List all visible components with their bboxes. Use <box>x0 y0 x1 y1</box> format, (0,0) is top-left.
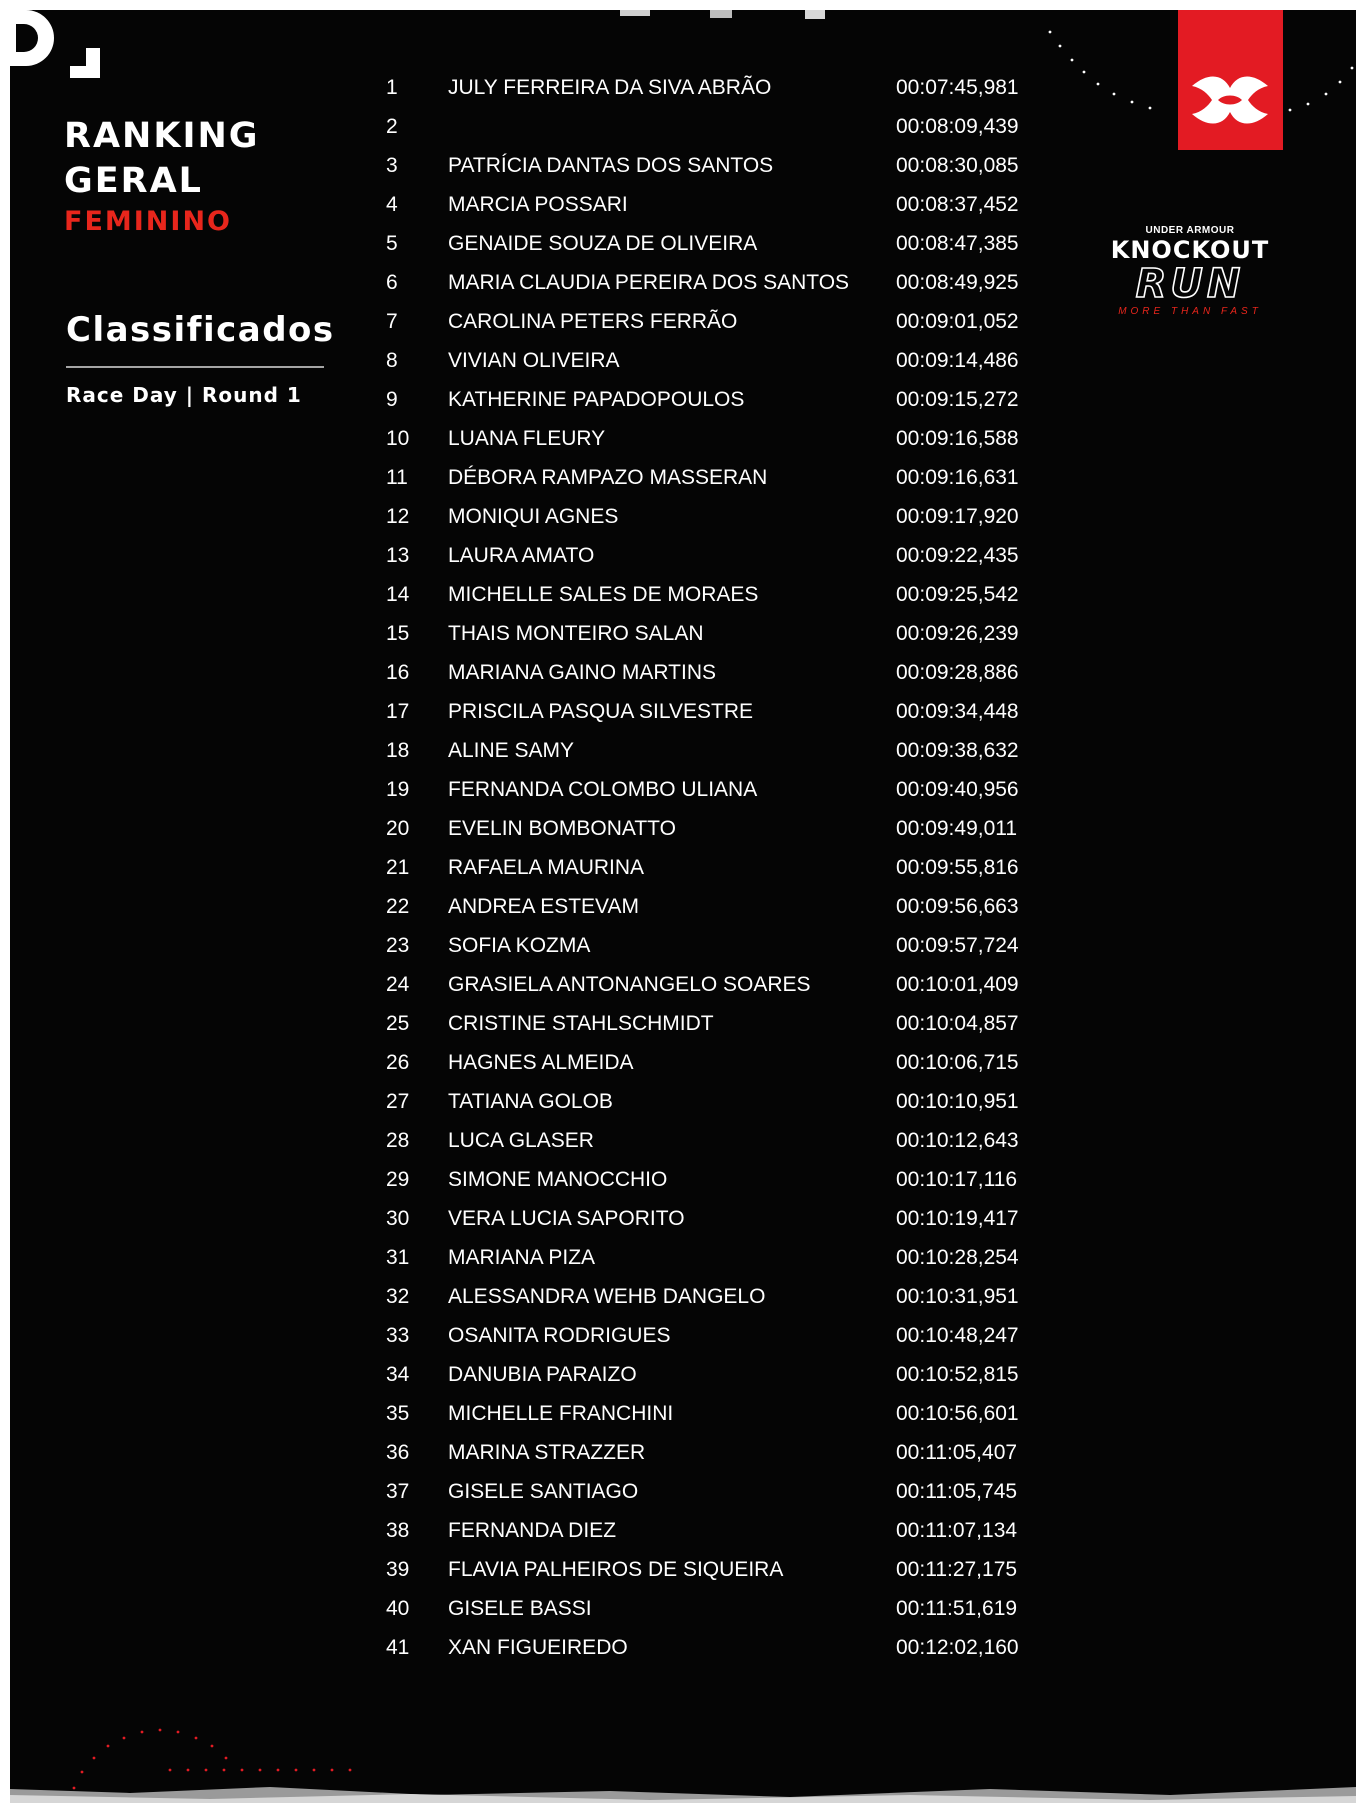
athlete-name: FERNANDA DIEZ <box>448 1519 617 1542</box>
ranking-row <box>376 540 1036 579</box>
ranking-row <box>376 813 1036 852</box>
athlete-name: PATRÍCIA DANTAS DOS SANTOS <box>448 154 774 177</box>
ranking-row <box>376 1515 1036 1554</box>
ranking-position: 27 <box>386 1090 410 1113</box>
ranking-row <box>376 930 1036 969</box>
finish-time: 00:09:56,663 <box>896 895 1019 918</box>
finish-time: 00:09:26,239 <box>896 622 1019 645</box>
athlete-name: MARIA CLAUDIA PEREIRA DOS SANTOS <box>448 271 850 294</box>
ranking-row <box>376 1359 1036 1398</box>
ranking-position: 32 <box>386 1285 410 1308</box>
finish-time: 00:09:38,632 <box>896 739 1019 762</box>
brand-badge <box>1178 10 1283 150</box>
athlete-name: DÉBORA RAMPAZO MASSERAN <box>448 466 768 489</box>
event-name: KNOCKOUT <box>1110 236 1270 264</box>
ranking-row <box>376 1593 1036 1632</box>
ranking-row <box>376 1242 1036 1281</box>
athlete-name: ALESSANDRA WEHB DANGELO <box>448 1285 766 1308</box>
event-logo <box>1090 225 1290 317</box>
category-label: FEMININO <box>64 206 232 237</box>
ranking-position: 17 <box>386 700 410 723</box>
athlete-name: LAURA AMATO <box>448 544 595 567</box>
finish-time: 00:09:17,920 <box>896 505 1019 528</box>
ranking-position: 29 <box>386 1168 410 1191</box>
ranking-row <box>376 1086 1036 1125</box>
athlete-name: MICHELLE SALES DE MORAES <box>448 583 759 606</box>
finish-time: 00:09:01,052 <box>896 310 1019 333</box>
ranking-row <box>376 1320 1036 1359</box>
title-line-2: GERAL <box>64 161 203 201</box>
ranking-row <box>376 969 1036 1008</box>
athlete-name: KATHERINE PAPADOPOULOS <box>448 388 745 411</box>
athlete-name: GISELE SANTIAGO <box>448 1480 639 1503</box>
athlete-name: ALINE SAMY <box>448 739 575 762</box>
section-divider <box>66 366 324 368</box>
athlete-name: GENAIDE SOUZA DE OLIVEIRA <box>448 232 758 255</box>
ranking-position: 39 <box>386 1558 410 1581</box>
finish-time: 00:09:14,486 <box>896 349 1019 372</box>
athlete-name: MARINA STRAZZER <box>448 1441 646 1464</box>
under-armour-logo-icon <box>1178 10 1283 150</box>
athlete-name: EVELIN BOMBONATTO <box>448 817 676 840</box>
finish-time: 00:08:09,439 <box>896 115 1019 138</box>
finish-time: 00:10:01,409 <box>896 973 1019 996</box>
finish-time: 00:10:31,951 <box>896 1285 1019 1308</box>
finish-time: 00:11:27,175 <box>896 1558 1018 1581</box>
finish-time: 00:10:28,254 <box>896 1246 1019 1269</box>
ranking-position: 40 <box>386 1597 410 1620</box>
ranking-list <box>376 72 1036 1671</box>
athlete-name: TATIANA GOLOB <box>448 1090 613 1113</box>
athlete-name: MARCIA POSSARI <box>448 193 628 216</box>
page-title <box>64 114 260 204</box>
ranking-row <box>376 462 1036 501</box>
finish-time: 00:09:55,816 <box>896 856 1019 879</box>
ranking-position: 22 <box>386 895 410 918</box>
ranking-position: 23 <box>386 934 410 957</box>
athlete-name: XAN FIGUEIREDO <box>448 1636 628 1659</box>
round-label: Race Day | Round 1 <box>66 383 302 407</box>
title-line-1: RANKING <box>64 116 260 156</box>
ranking-position: 28 <box>386 1129 410 1152</box>
brand-maker: UNDER ARMOUR <box>1145 225 1235 236</box>
ranking-position: 9 <box>386 388 398 411</box>
ranking-row <box>376 1437 1036 1476</box>
ranking-row <box>376 1125 1036 1164</box>
ranking-position: 15 <box>386 622 410 645</box>
ranking-row <box>376 1554 1036 1593</box>
finish-time: 00:10:52,815 <box>896 1363 1019 1386</box>
finish-time: 00:09:49,011 <box>896 817 1018 840</box>
ranking-row <box>376 267 1036 306</box>
finish-time: 00:09:25,542 <box>896 583 1019 606</box>
finish-time: 00:10:19,417 <box>896 1207 1019 1230</box>
finish-time: 00:10:04,857 <box>896 1012 1019 1035</box>
ranking-row <box>376 423 1036 462</box>
athlete-name: MONIQUI AGNES <box>448 505 619 528</box>
ranking-row <box>376 1203 1036 1242</box>
ranking-row <box>376 1047 1036 1086</box>
ranking-position: 36 <box>386 1441 410 1464</box>
athlete-name: CRISTINE STAHLSCHMIDT <box>448 1012 714 1035</box>
ranking-position: 4 <box>386 193 398 216</box>
finish-time: 00:09:15,272 <box>896 388 1019 411</box>
ranking-position: 20 <box>386 817 410 840</box>
ranking-position: 3 <box>386 154 398 177</box>
finish-time: 00:11:05,745 <box>896 1480 1018 1503</box>
athlete-name: FERNANDA COLOMBO ULIANA <box>448 778 758 801</box>
athlete-name: VIVIAN OLIVEIRA <box>448 349 620 372</box>
athlete-name: FLAVIA PALHEIROS DE SIQUEIRA <box>448 1558 784 1581</box>
ranking-row <box>376 657 1036 696</box>
ranking-row <box>376 501 1036 540</box>
grunge-top-texture <box>10 10 1356 20</box>
ranking-row <box>376 696 1036 735</box>
ranking-row <box>376 1164 1036 1203</box>
ranking-position: 31 <box>386 1246 410 1269</box>
section-heading: Classificados <box>66 310 335 350</box>
corner-mark-icon <box>10 10 108 80</box>
ranking-position: 13 <box>386 544 410 567</box>
athlete-name: THAIS MONTEIRO SALAN <box>448 622 704 645</box>
ranking-row <box>376 891 1036 930</box>
ranking-row <box>376 345 1036 384</box>
finish-time: 00:08:47,385 <box>896 232 1019 255</box>
ranking-position: 14 <box>386 583 410 606</box>
ranking-position: 34 <box>386 1363 410 1386</box>
ranking-row <box>376 111 1036 150</box>
finish-time: 00:10:48,247 <box>896 1324 1019 1347</box>
athlete-name: MARIANA GAINO MARTINS <box>448 661 716 684</box>
ranking-row <box>376 1632 1036 1671</box>
finish-time: 00:09:40,956 <box>896 778 1019 801</box>
ranking-position: 1 <box>386 76 398 99</box>
finish-time: 00:10:06,715 <box>896 1051 1019 1074</box>
finish-time: 00:08:30,085 <box>896 154 1019 177</box>
finish-time: 00:09:16,588 <box>896 427 1019 450</box>
ranking-row <box>376 72 1036 111</box>
ranking-row <box>376 150 1036 189</box>
athlete-name: ANDREA ESTEVAM <box>448 895 639 918</box>
athlete-name: MICHELLE FRANCHINI <box>448 1402 674 1425</box>
athlete-name: CAROLINA PETERS FERRÃO <box>448 310 738 333</box>
grunge-bottom-texture <box>10 1767 1356 1803</box>
ranking-position: 6 <box>386 271 398 294</box>
athlete-name: SOFIA KOZMA <box>448 934 591 957</box>
finish-time: 00:08:37,452 <box>896 193 1019 216</box>
ranking-position: 25 <box>386 1012 410 1035</box>
ranking-position: 37 <box>386 1480 410 1503</box>
athlete-name: GISELE BASSI <box>448 1597 592 1620</box>
ranking-position: 33 <box>386 1324 410 1347</box>
ranking-position: 8 <box>386 349 398 372</box>
ranking-row <box>376 189 1036 228</box>
ranking-row <box>376 306 1036 345</box>
ranking-row <box>376 1281 1036 1320</box>
ranking-row <box>376 618 1036 657</box>
athlete-name: RAFAELA MAURINA <box>448 856 645 879</box>
ranking-position: 2 <box>386 115 398 138</box>
athlete-name: DANUBIA PARAIZO <box>448 1363 637 1386</box>
ranking-position: 41 <box>386 1636 410 1659</box>
ranking-position: 18 <box>386 739 410 762</box>
athlete-name: JULY FERREIRA DA SIVA ABRÃO <box>448 76 772 99</box>
finish-time: 00:09:28,886 <box>896 661 1019 684</box>
ranking-position: 38 <box>386 1519 410 1542</box>
finish-time: 00:11:51,619 <box>896 1597 1018 1620</box>
finish-time: 00:09:57,724 <box>896 934 1019 957</box>
finish-time: 00:12:02,160 <box>896 1636 1019 1659</box>
finish-time: 00:07:45,981 <box>896 76 1019 99</box>
athlete-name: SIMONE MANOCCHIO <box>448 1168 668 1191</box>
ranking-position: 26 <box>386 1051 410 1074</box>
ranking-row <box>376 852 1036 891</box>
ranking-position: 21 <box>386 856 410 879</box>
ranking-position: 16 <box>386 661 410 684</box>
athlete-name: PRISCILA PASQUA SILVESTRE <box>448 700 754 723</box>
finish-time: 00:10:12,643 <box>896 1129 1019 1152</box>
ranking-row <box>376 228 1036 267</box>
ranking-row <box>376 579 1036 618</box>
ranking-position: 24 <box>386 973 410 996</box>
event-name-run: RUN <box>1135 261 1245 307</box>
athlete-name: HAGNES ALMEIDA <box>448 1051 634 1074</box>
ranking-position: 19 <box>386 778 410 801</box>
finish-time: 00:10:10,951 <box>896 1090 1019 1113</box>
finish-time: 00:09:16,631 <box>896 466 1019 489</box>
finish-time: 00:11:07,134 <box>896 1519 1018 1542</box>
ranking-row <box>376 1398 1036 1437</box>
ranking-position: 35 <box>386 1402 410 1425</box>
athlete-name: VERA LUCIA SAPORITO <box>448 1207 685 1230</box>
event-tagline: MORE THAN FAST <box>1118 306 1262 317</box>
ranking-poster <box>10 10 1356 1803</box>
ranking-position: 12 <box>386 505 410 528</box>
finish-time: 00:09:34,448 <box>896 700 1019 723</box>
ranking-row <box>376 1476 1036 1515</box>
ranking-row <box>376 774 1036 813</box>
ranking-position: 5 <box>386 232 398 255</box>
athlete-name: LUCA GLASER <box>448 1129 594 1152</box>
ranking-row <box>376 384 1036 423</box>
finish-time: 00:09:22,435 <box>896 544 1019 567</box>
finish-time: 00:11:05,407 <box>896 1441 1018 1464</box>
athlete-name: LUANA FLEURY <box>448 427 606 450</box>
finish-time: 00:10:56,601 <box>896 1402 1019 1425</box>
athlete-name: OSANITA RODRIGUES <box>448 1324 671 1347</box>
ranking-position: 30 <box>386 1207 410 1230</box>
ranking-position: 7 <box>386 310 398 333</box>
ranking-row <box>376 1008 1036 1047</box>
athlete-name: MARIANA PIZA <box>448 1246 596 1269</box>
ranking-position: 10 <box>386 427 410 450</box>
finish-time: 00:08:49,925 <box>896 271 1019 294</box>
ranking-row <box>376 735 1036 774</box>
ranking-position: 11 <box>386 466 408 489</box>
finish-time: 00:10:17,116 <box>896 1168 1018 1191</box>
athlete-name: GRASIELA ANTONANGELO SOARES <box>448 973 811 996</box>
